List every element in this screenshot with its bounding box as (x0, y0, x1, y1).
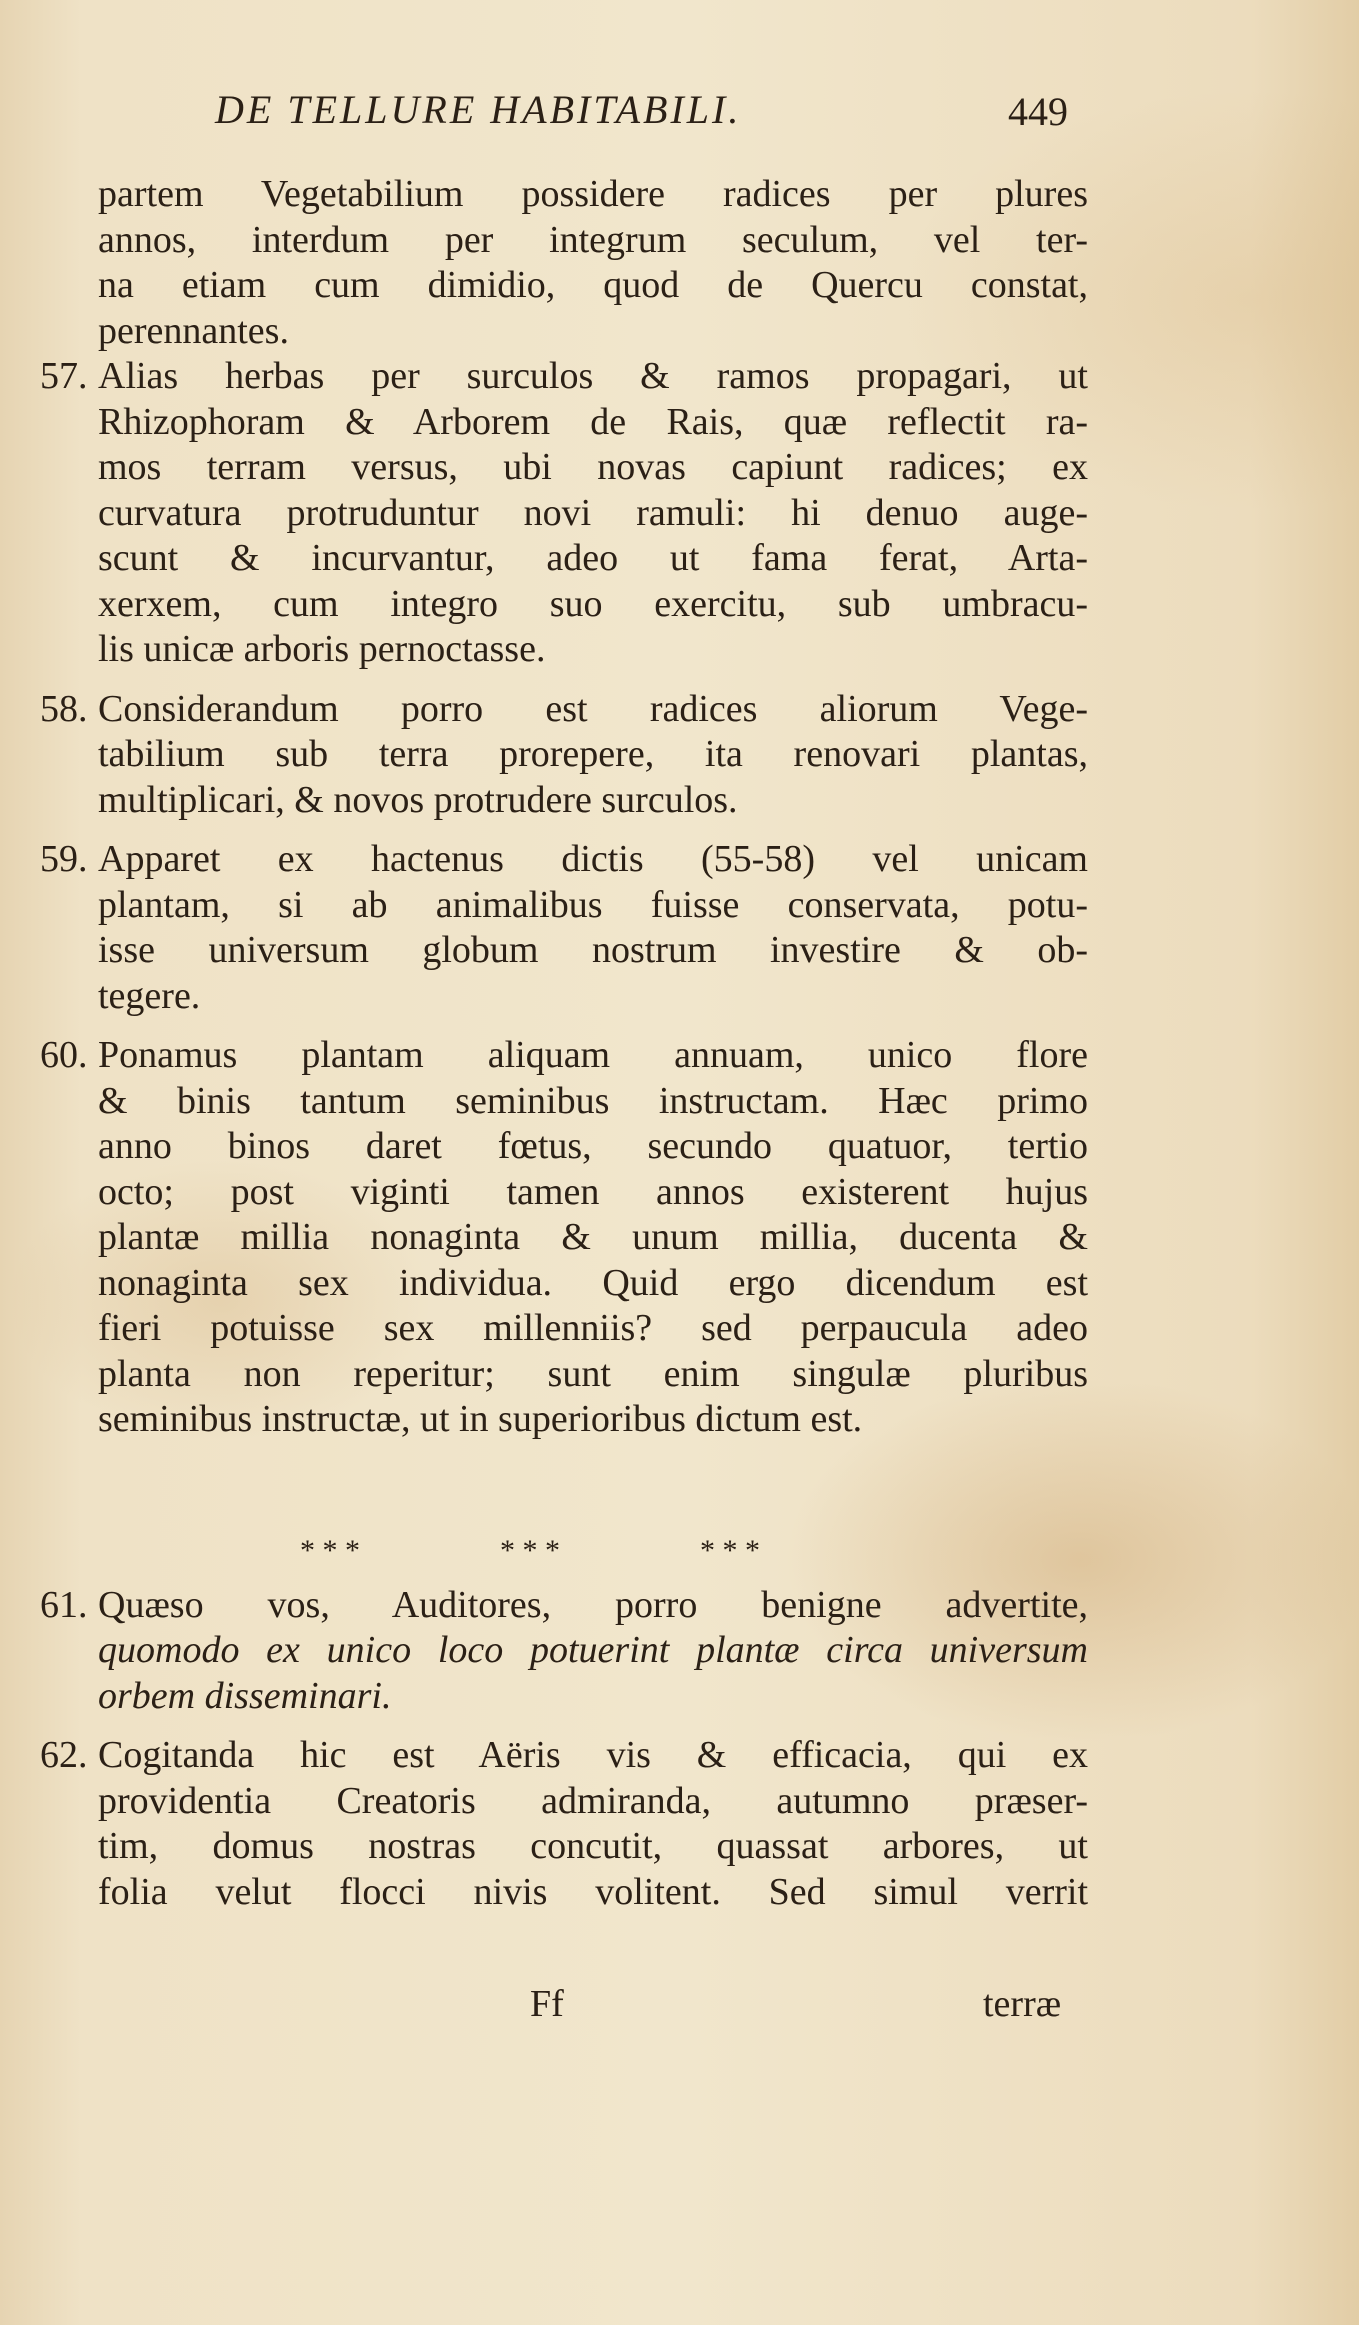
paragraph-number: 62. (40, 1734, 88, 1776)
paragraph-number: 57. (40, 355, 88, 397)
text-line: scunt & incurvantur, adeo ut fama ferat, Arta- (98, 537, 1088, 579)
text-line: partem Vegetabilium possidere radices per plures (98, 173, 1088, 215)
text-line: Considerandum porro est radices aliorum Vege- (98, 687, 1088, 730)
signature-mark: Ff (530, 1983, 564, 2025)
paragraph-57 (40, 354, 1088, 673)
text-line: xerxem, cum integro suo exercitu, sub umbracu- (98, 582, 1088, 625)
paragraph-59 (40, 837, 1088, 1019)
catchword: terræ (983, 1983, 1062, 2025)
text-line: anno binos daret fœtus, secundo quatuor, tertio (98, 1125, 1088, 1167)
paragraph-60 (40, 1033, 1088, 1443)
text-line: Rhizophoram & Arborem de Rais, quæ reflectit ra- (98, 400, 1088, 443)
text-line: orbem disseminari. (98, 1674, 392, 1717)
text-line: & binis tantum seminibus instructam. Hæc primo (98, 1079, 1088, 1122)
text-line: nonaginta sex individua. Quid ergo dicendum est (98, 1261, 1088, 1304)
paragraph-61 (40, 1583, 1088, 1720)
text-line: multiplicari, & novos protrudere surculos. (98, 778, 738, 821)
text-line: plantæ millia nonaginta & unum millia, ducenta & (98, 1216, 1088, 1258)
asterism: * * * (300, 1534, 360, 1567)
section-ornament (300, 1534, 820, 1600)
opening-paragraph (88, 172, 1088, 354)
text-line: planta non reperitur; sunt enim singulæ pluribus (98, 1352, 1088, 1395)
text-line: Quæso vos, Auditores, porro benigne advertite, (98, 1583, 1088, 1626)
text-line: curvatura protruduntur novi ramuli: hi denuo auge- (98, 491, 1088, 534)
text-line: seminibus instructæ, ut in superioribus dictum est. (98, 1398, 863, 1440)
page-number: 449 (1008, 89, 1068, 134)
page-header (0, 86, 1359, 146)
text-line: isse universum globum nostrum investire & ob- (98, 929, 1088, 971)
text-line: na etiam cum dimidio, quod de Quercu constat, (98, 264, 1088, 306)
text-line: folia velut flocci nivis volitent. Sed simul verrit (98, 1870, 1088, 1913)
text-line: tabilium sub terra prorepere, ita renovari plantas, (98, 733, 1088, 775)
paragraph-number: 59. (40, 838, 88, 880)
text-line: octo; post viginti tamen annos existerent hujus (98, 1170, 1088, 1213)
text-line: Apparet ex hactenus dictis (55-58) vel unicam (98, 838, 1088, 880)
text-line: Alias herbas per surculos & ramos propagari, ut (98, 355, 1088, 397)
text-line: annos, interdum per integrum seculum, vel ter- (98, 218, 1088, 261)
body-text (40, 172, 1088, 1915)
text-line: tim, domus nostras concutit, quassat arbores, ut (98, 1825, 1088, 1867)
text-line: plantam, si ab animalibus fuisse conservata, potu- (98, 883, 1088, 926)
asterism: * * * (700, 1534, 760, 1567)
text-line: perennantes. (98, 309, 289, 352)
paragraph-62 (40, 1733, 1088, 1915)
paragraph-number: 61. (40, 1583, 88, 1626)
text-line: Cogitanda hic est Aëris vis & efficacia, qui ex (98, 1734, 1088, 1776)
text-line: mos terram versus, ubi novas capiunt radices; ex (98, 446, 1088, 488)
paragraph-58 (40, 687, 1088, 824)
text-line: tegere. (98, 974, 201, 1017)
text-line: lis unicæ arboris pernoctasse. (98, 628, 546, 670)
paragraph-number: 58. (40, 687, 88, 730)
text-line: quomodo ex unico loco potuerint plantæ circa universum (98, 1629, 1088, 1671)
text-line: fieri potuisse sex millenniis? sed perpaucula adeo (98, 1307, 1088, 1349)
text-line: providentia Creatoris admiranda, autumno præser- (98, 1779, 1088, 1822)
asterism: * * * (500, 1534, 560, 1567)
paragraph-number: 60. (40, 1034, 88, 1076)
running-title: DE TELLURE HABITABILI. (215, 87, 742, 132)
text-line: Ponamus plantam aliquam annuam, unico flore (98, 1034, 1088, 1076)
